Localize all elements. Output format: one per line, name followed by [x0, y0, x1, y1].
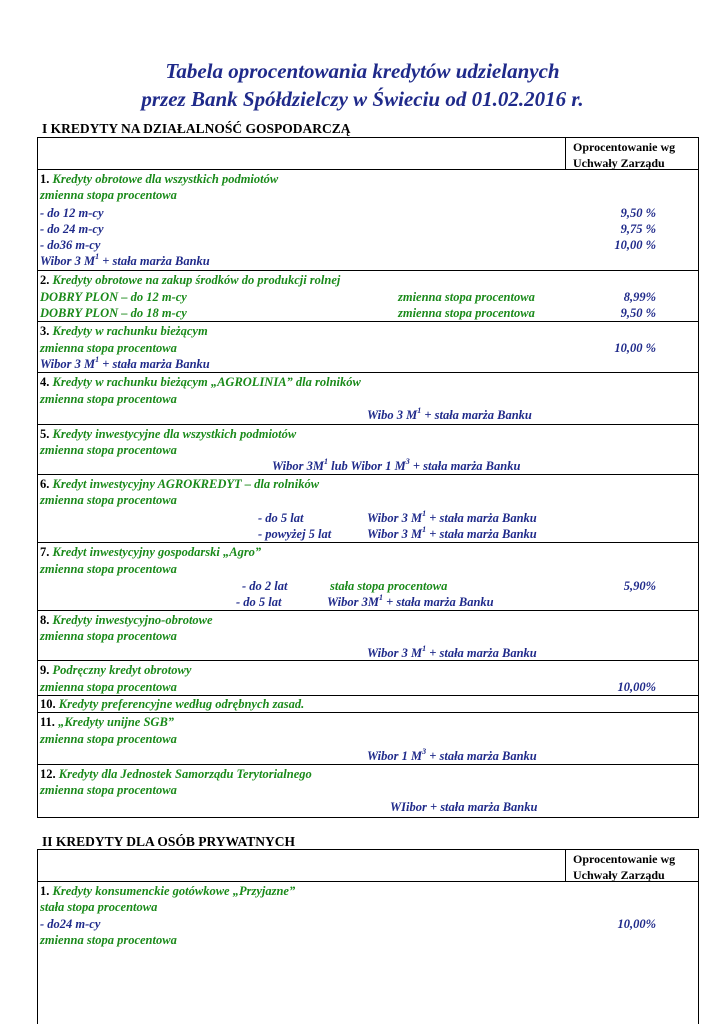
row-divider	[37, 424, 699, 425]
credit-item-6-row-1-formula: Wibor 3 $M^1$ + stała marża Banku	[367, 509, 537, 525]
credit-item-11-rate-type: zmienna stopa procentowa	[40, 732, 177, 746]
personal-credit-item-1-period: - do24 m-cy	[40, 917, 101, 931]
credit-item-6-row-2-label: - powyżej 5 lat	[258, 527, 332, 541]
credit-item-9-rate: 10,00%	[617, 680, 656, 694]
credit-item-1-period-2: - do 24 m-cy	[40, 222, 104, 236]
section-2-column-divider	[565, 849, 566, 881]
row-divider	[37, 881, 699, 882]
credit-item-7-row-1-rate-type: stała stopa procentowa	[330, 579, 448, 593]
section-2-heading: II KREDYTY DLA OSÓB PRYWATNYCH	[42, 834, 296, 849]
section-1-heading: I KREDYTY NA DZIAŁALNOŚĆ GOSPODARCZĄ	[42, 121, 351, 136]
section-1-col-header-line-1: Oprocentowanie wg	[573, 140, 676, 154]
credit-item-4-title: 4. Kredyty w rachunku bieżącym „AGROLINIA” dla rolników	[40, 375, 361, 389]
document-title-line-1: Tabela oprocentowania kredytów udzielanych	[165, 59, 560, 83]
credit-item-2-row-1-rate-type: zmienna stopa procentowa	[398, 290, 535, 304]
credit-item-1-period-3: - do36 m-cy	[40, 238, 101, 252]
section-2-col-header-line-2: Uchwały Zarządu	[573, 868, 665, 882]
row-divider	[37, 270, 699, 271]
credit-item-11-formula: Wibor 1 $M^3$ + stała marża Banku	[367, 747, 537, 763]
credit-item-9-rate-type: zmienna stopa procentowa	[40, 680, 177, 694]
credit-item-1-rate-1: 9,50 %	[620, 206, 656, 220]
credit-item-9-title: 9. Podręczny kredyt obrotowy	[40, 663, 192, 677]
credit-item-1-title: 1. Kredyty obrotowe dla wszystkich podmiotów	[40, 172, 279, 186]
credit-item-5-title: 5. Kredyty inwestycyjne dla wszystkich podmiotów	[40, 427, 297, 441]
credit-item-5-rate-type: zmienna stopa procentowa	[40, 443, 177, 457]
credit-item-6-title: 6. Kredyt inwestycyjny AGROKREDYT – dla rolników	[40, 477, 320, 491]
credit-item-7-row-1-rate: 5,90%	[623, 579, 656, 593]
credit-item-12-rate-type: zmienna stopa procentowa	[40, 783, 177, 797]
credit-item-12-title: 12. Kredyty dla Jednostek Samorządu Terytorialnego	[40, 767, 312, 781]
credit-item-5-formula: Wibor $3M^1$ lub Wibor 1 $M^3$ + stała marża Banku	[272, 457, 521, 473]
row-divider	[37, 321, 699, 322]
credit-item-2-row-1-rate: 8,99%	[623, 290, 656, 304]
credit-item-7-row-2-formula: Wibor $3M^1$ + stała marża Banku	[327, 593, 494, 609]
row-divider	[37, 712, 699, 713]
credit-item-1-rate-3: 10,00 %	[614, 238, 656, 252]
personal-credit-item-1-rate: 10,00%	[617, 917, 656, 931]
section-1-col-header-line-2: Uchwały Zarządu	[573, 156, 665, 170]
credit-item-7-title: 7. Kredyt inwestycyjny gospodarski „Agro”	[40, 545, 262, 559]
credit-item-1-rate-2: 9,75 %	[620, 222, 656, 236]
credit-item-2-title: 2. Kredyty obrotowe na zakup środków do produkcji rolnej	[40, 273, 341, 287]
credit-item-8-rate-type: zmienna stopa procentowa	[40, 629, 177, 643]
credit-item-1-formula: Wibor 3 $M^1$ + stała marża Banku	[40, 252, 210, 268]
credit-item-4-rate-type: zmienna stopa procentowa	[40, 392, 177, 406]
credit-item-7-row-2-label: - do 5 lat	[236, 595, 282, 609]
section-2-col-header-line-1: Oprocentowanie wg	[573, 852, 676, 866]
credit-item-4-formula: Wibo 3 $M^1$ + stała marża Banku	[367, 406, 532, 422]
credit-item-1-period-1: - do 12 m-cy	[40, 206, 104, 220]
row-divider	[37, 169, 699, 170]
credit-item-6-rate-type: zmienna stopa procentowa	[40, 493, 177, 507]
credit-item-6-row-1-label: - do 5 lat	[258, 511, 304, 525]
credit-item-3-rate-type: zmienna stopa procentowa	[40, 341, 177, 355]
personal-credit-item-1-rate-type: stała stopa procentowa	[40, 900, 158, 914]
credit-item-8-title: 8. Kredyty inwestycyjno-obrotowe	[40, 613, 213, 627]
document-title-line-2: przez Bank Spółdzielczy w Świeciu od 01.02.2016 r.	[141, 87, 584, 111]
personal-credit-item-1-rate-type-2: zmienna stopa procentowa	[40, 933, 177, 947]
credit-item-6-row-2-formula: Wibor 3 $M^1$ + stała marża Banku	[367, 525, 537, 541]
section-1-column-divider	[565, 137, 566, 169]
row-divider	[37, 372, 699, 373]
row-divider	[37, 764, 699, 765]
credit-item-2-row-2-rate: 9,50 %	[620, 306, 656, 320]
credit-item-1-rate-type: zmienna stopa procentowa	[40, 188, 177, 202]
row-divider	[37, 474, 699, 475]
credit-item-3-rate: 10,00 %	[614, 341, 656, 355]
credit-item-10-title: 10. Kredyty preferencyjne według odrębnych zasad.	[40, 697, 305, 711]
personal-credit-item-1-title: 1. Kredyty konsumenckie gotówkowe „Przyjazne”	[40, 884, 296, 898]
credit-item-12-formula: WIibor + stała marża Banku	[390, 800, 538, 814]
credit-item-2-row-1-label: DOBRY PLON – do 12 m-cy	[40, 290, 187, 304]
row-divider	[37, 542, 699, 543]
credit-item-7-row-1-label: - do 2 lat	[242, 579, 288, 593]
credit-item-2-row-2-label: DOBRY PLON – do 18 m-cy	[40, 306, 187, 320]
credit-item-3-title: 3. Kredyty w rachunku bieżącym	[40, 324, 208, 338]
credit-item-11-title: 11. „Kredyty unijne SGB”	[40, 715, 175, 729]
row-divider	[37, 610, 699, 611]
credit-item-2-row-2-rate-type: zmienna stopa procentowa	[398, 306, 535, 320]
credit-item-3-formula: Wibor 3 $M^1$ + stała marża Banku	[40, 355, 210, 371]
credit-item-7-rate-type: zmienna stopa procentowa	[40, 562, 177, 576]
credit-item-8-formula: Wibor 3 $M^1$ + stała marża Banku	[367, 644, 537, 660]
